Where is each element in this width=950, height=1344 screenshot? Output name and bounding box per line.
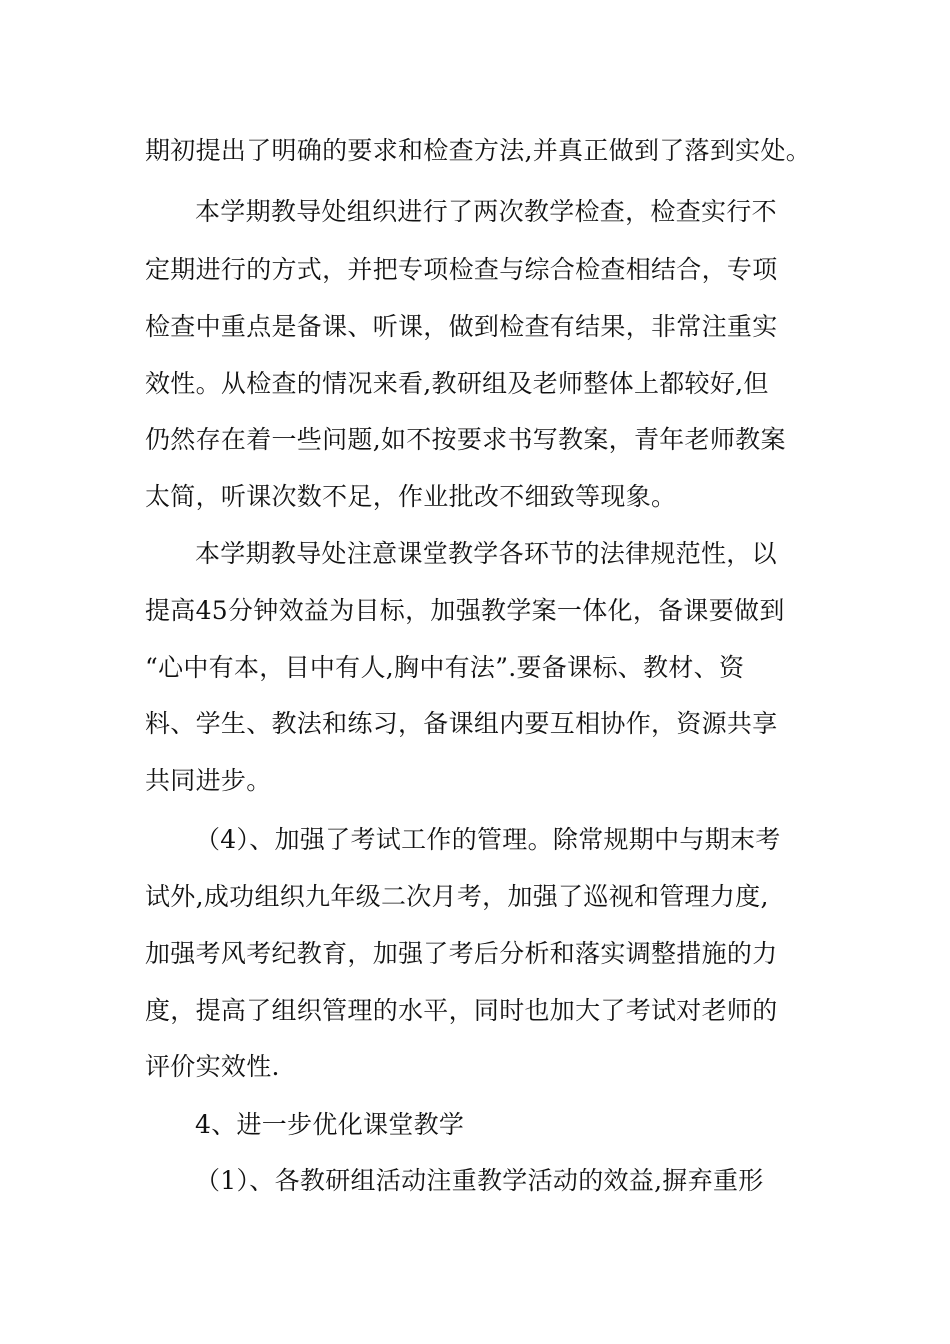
paragraph-line: 度，提高了组织管理的水平，同时也加大了考试对老师的: [145, 996, 778, 1025]
paragraph-line: “心中有本，目中有人,胸中有法”.要备课标、教材、资: [145, 653, 745, 682]
paragraph-line: 评价实效性.: [145, 1052, 280, 1081]
paragraph-line: （4）、加强了考试工作的管理。除常规期中与期末考: [195, 825, 781, 854]
paragraph-line: 料、学生、教法和练习，备课组内要互相协作，资源共享: [145, 709, 778, 738]
paragraph-line: 本学期教导处注意课堂教学各环节的法律规范性，以: [195, 539, 777, 568]
paragraph-line: 效性。从检查的情况来看,教研组及老师整体上都较好,但: [145, 369, 769, 398]
section-heading: 4、进一步优化课堂教学: [195, 1110, 465, 1139]
paragraph-line: 检查中重点是备课、听课，做到检查有结果，非常注重实: [145, 312, 778, 341]
paragraph-line: 定期进行的方式，并把专项检查与综合检查相结合，专项: [145, 255, 778, 284]
paragraph-line: 仍然存在着一些问题,如不按要求书写教案，青年老师教案: [145, 425, 786, 454]
paragraph-line: 期初提出了明确的要求和检查方法,并真正做到了落到实处。: [145, 136, 812, 165]
paragraph-line: 加强考风考纪教育，加强了考后分析和落实调整措施的力: [145, 939, 778, 968]
paragraph-line: 提高45分钟效益为目标，加强教学案一体化，备课要做到: [145, 596, 785, 625]
paragraph-line: 本学期教导处组织进行了两次教学检查，检查实行不: [195, 197, 777, 226]
paragraph-line: 太简，听课次数不足，作业批改不细致等现象。: [145, 482, 677, 511]
paragraph-line: 试外,成功组织九年级二次月考，加强了巡视和管理力度,: [145, 882, 769, 911]
paragraph-line: （1）、各教研组活动注重教学活动的效益,摒弃重形: [195, 1166, 764, 1195]
paragraph-line: 共同进步。: [145, 766, 272, 795]
